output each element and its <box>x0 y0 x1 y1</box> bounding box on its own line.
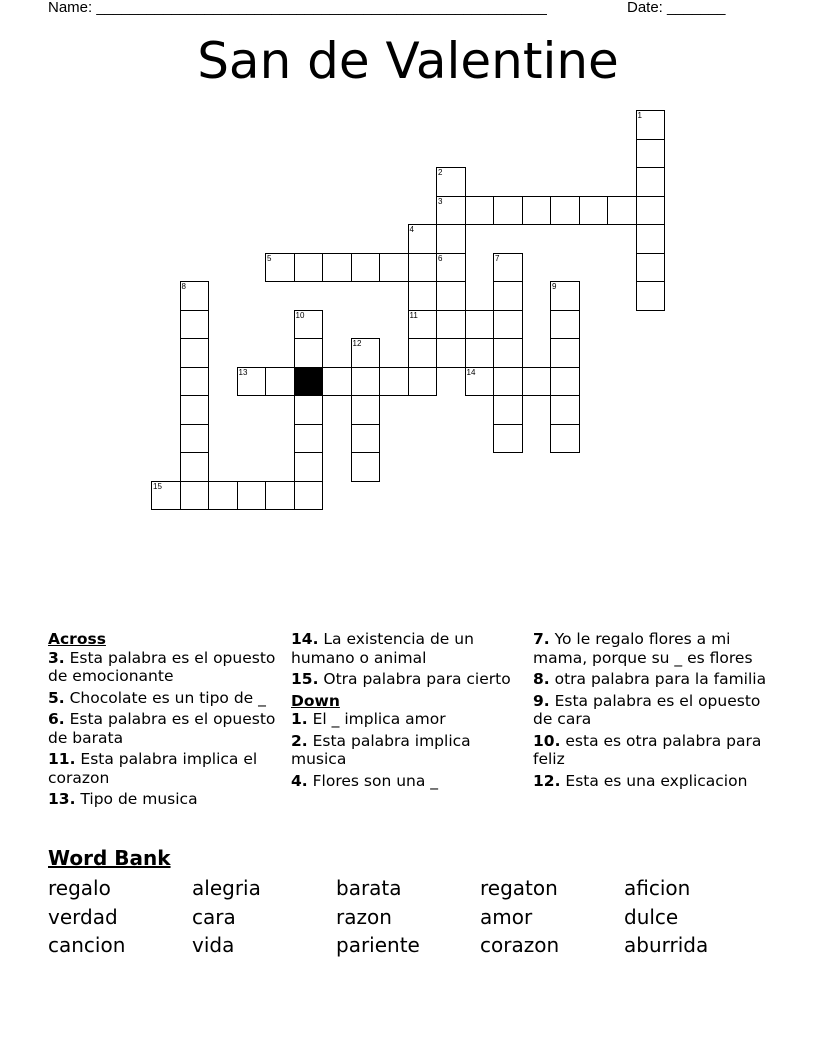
clue-text: Otra palabra para cierto <box>318 670 511 688</box>
word-bank-word: verdad <box>48 904 118 929</box>
grid-cell[interactable] <box>636 139 666 169</box>
clue-number-label: 15. <box>291 670 319 688</box>
clue-number: 13 <box>238 367 248 377</box>
clue-number: 2 <box>438 168 443 177</box>
clue <box>291 772 523 791</box>
clue <box>291 630 523 667</box>
word-bank-title: Word Bank <box>48 846 171 870</box>
clue-number: 10 <box>295 310 305 320</box>
clue <box>48 750 280 787</box>
grid-cell[interactable] <box>522 196 552 226</box>
clue-number: 12 <box>352 339 362 348</box>
grid-cell[interactable] <box>436 281 466 311</box>
clue-text: otra palabra para la familia <box>549 670 767 688</box>
clue-number-label: 10. <box>533 731 561 750</box>
grid-cell[interactable] <box>294 452 324 482</box>
clue-number-label: 6. <box>48 710 65 728</box>
clues-column-2 <box>291 630 523 793</box>
grid-cell[interactable] <box>265 481 295 511</box>
clue-number-label: 1. <box>291 710 308 728</box>
clues-column-1 <box>48 630 280 812</box>
clue-number-label: 2. <box>291 731 308 750</box>
grid-cell[interactable] <box>208 481 238 511</box>
clues-column-3 <box>533 630 773 793</box>
clue <box>291 732 523 769</box>
name-field[interactable]: Name: ______________________________________________________ <box>48 0 547 16</box>
grid-cell[interactable] <box>550 310 580 340</box>
grid-cell[interactable] <box>408 367 438 397</box>
grid-cell[interactable] <box>180 395 210 425</box>
clue-number-label: 4. <box>291 771 308 790</box>
grid-cell[interactable] <box>636 253 666 283</box>
grid-cell[interactable] <box>322 253 352 283</box>
grid-cell[interactable] <box>636 167 666 197</box>
grid-cell[interactable] <box>294 338 324 368</box>
across-heading: Across <box>48 630 106 648</box>
grid-black-cell <box>294 367 324 397</box>
grid-cell[interactable] <box>294 481 324 511</box>
grid-cell[interactable] <box>351 367 381 397</box>
clue <box>533 772 773 791</box>
clue-number: 9 <box>552 282 557 291</box>
grid-cell[interactable] <box>180 367 210 397</box>
grid-cell[interactable] <box>408 281 438 311</box>
word-bank-word: regaton <box>480 876 558 900</box>
grid-cell[interactable] <box>493 338 523 368</box>
clue-number-label: 3. <box>48 648 65 667</box>
clue-number: 14 <box>466 367 476 377</box>
grid-cell[interactable] <box>636 224 666 254</box>
grid-cell[interactable] <box>379 367 409 397</box>
clue-number: 15 <box>153 481 162 491</box>
clue-number: 3 <box>438 196 443 206</box>
clue-number: 11 <box>409 310 418 320</box>
clue <box>533 630 773 667</box>
word-bank-word: dulce <box>624 904 679 929</box>
grid-cell[interactable] <box>493 395 523 425</box>
clue-number-label: 9. <box>533 691 550 710</box>
grid-cell[interactable] <box>493 281 523 311</box>
grid-cell[interactable] <box>351 253 381 283</box>
clue-number-label: 5. <box>48 688 65 707</box>
clue-text: Yo le regalo flores a mi mama, porque su _ es flores <box>533 630 753 667</box>
word-bank-word: cancion <box>48 933 126 957</box>
grid-cell[interactable] <box>294 424 324 454</box>
clue-number-label: 14. <box>291 630 319 648</box>
clue-text: esta es otra palabra para feliz <box>533 731 762 768</box>
clue-text: Esta palabra implica el corazon <box>48 750 258 787</box>
grid-cell[interactable] <box>550 338 580 368</box>
word-bank-word: razon <box>336 904 392 929</box>
clue-text: Tipo de musica <box>75 790 198 808</box>
clue-text: Esta palabra es el opuesto de cara <box>533 691 761 728</box>
word-bank-word: cara <box>192 904 236 929</box>
grid-cell[interactable] <box>436 338 466 368</box>
clue-number: 7 <box>495 253 500 263</box>
grid-cell[interactable] <box>408 253 438 283</box>
clue-number-label: 13. <box>48 790 76 808</box>
clue-text: Esta palabra implica musica <box>291 731 471 768</box>
clue <box>291 710 523 729</box>
clue-number-label: 12. <box>533 771 561 790</box>
clue <box>48 689 280 708</box>
clue-text: Esta palabra es el opuesto de barata <box>48 710 276 747</box>
grid-cell[interactable] <box>550 424 580 454</box>
grid-cell[interactable] <box>522 367 552 397</box>
clue <box>291 670 523 689</box>
word-bank-word: regalo <box>48 876 111 900</box>
grid-cell[interactable] <box>436 310 466 340</box>
word-bank-word: barata <box>336 876 402 900</box>
word-bank-word: amor <box>480 904 533 929</box>
clue-number: 4 <box>409 225 414 234</box>
grid-cell[interactable] <box>180 452 210 482</box>
word-bank-word: pariente <box>336 933 420 957</box>
word-bank-word: aburrida <box>624 933 709 957</box>
clue-text: Flores son una _ <box>307 771 439 790</box>
grid-cell[interactable] <box>636 281 666 311</box>
grid-cell[interactable] <box>379 253 409 283</box>
clue-number: 5 <box>267 253 272 263</box>
clue <box>48 649 280 686</box>
grid-cell[interactable] <box>550 367 580 397</box>
grid-cell[interactable] <box>493 367 523 397</box>
word-bank <box>48 874 768 960</box>
clue-text: Chocolate es un tipo de _ <box>64 688 266 707</box>
page-title: San de Valentine <box>197 32 619 90</box>
clue-number: 1 <box>637 111 642 120</box>
grid-cell[interactable] <box>180 338 210 368</box>
grid-cell[interactable] <box>294 395 324 425</box>
clue-number-label: 7. <box>533 630 550 648</box>
grid-cell[interactable] <box>237 481 267 511</box>
clue-number-label: 8. <box>533 670 550 688</box>
grid-cell[interactable] <box>408 338 438 368</box>
grid-cell[interactable] <box>351 424 381 454</box>
grid-cell[interactable] <box>294 253 324 283</box>
grid-cell[interactable] <box>322 367 352 397</box>
grid-cell[interactable] <box>180 424 210 454</box>
clue-text: Esta es una explicacion <box>560 771 748 790</box>
grid-cell[interactable] <box>550 196 580 226</box>
grid-cell[interactable] <box>607 196 637 226</box>
clue-number-label: 11. <box>48 750 76 768</box>
clue-number: 6 <box>438 253 443 263</box>
clue-text: La existencia de un humano o animal <box>291 630 474 667</box>
clue <box>48 790 280 809</box>
grid-cell[interactable] <box>465 196 495 226</box>
grid-cell[interactable] <box>180 310 210 340</box>
grid-cell[interactable] <box>493 424 523 454</box>
grid-cell[interactable] <box>493 196 523 226</box>
grid-cell[interactable] <box>436 224 466 254</box>
grid-cell[interactable] <box>636 196 666 226</box>
clue <box>533 692 773 729</box>
grid-cell[interactable] <box>493 310 523 340</box>
grid-cell[interactable] <box>465 310 495 340</box>
word-bank-word: corazon <box>480 933 560 957</box>
word-bank-word: alegria <box>192 876 261 900</box>
grid-cell[interactable] <box>351 452 381 482</box>
clue-number: 8 <box>181 282 186 291</box>
clue-text: El _ implica amor <box>307 710 446 728</box>
clue <box>48 710 280 747</box>
word-bank-word: aficion <box>624 876 691 900</box>
down-heading: Down <box>291 691 340 710</box>
word-bank-word: vida <box>192 933 235 957</box>
grid-cell[interactable] <box>351 395 381 425</box>
grid-cell[interactable] <box>180 481 210 511</box>
grid-cell[interactable] <box>550 395 580 425</box>
clue <box>533 670 773 689</box>
grid-cell[interactable] <box>265 367 295 397</box>
grid-cell[interactable] <box>579 196 609 226</box>
date-field[interactable]: Date: _______ <box>627 0 726 16</box>
clue-text: Esta palabra es el opuesto de emocionante <box>48 648 276 685</box>
clue <box>533 732 773 769</box>
